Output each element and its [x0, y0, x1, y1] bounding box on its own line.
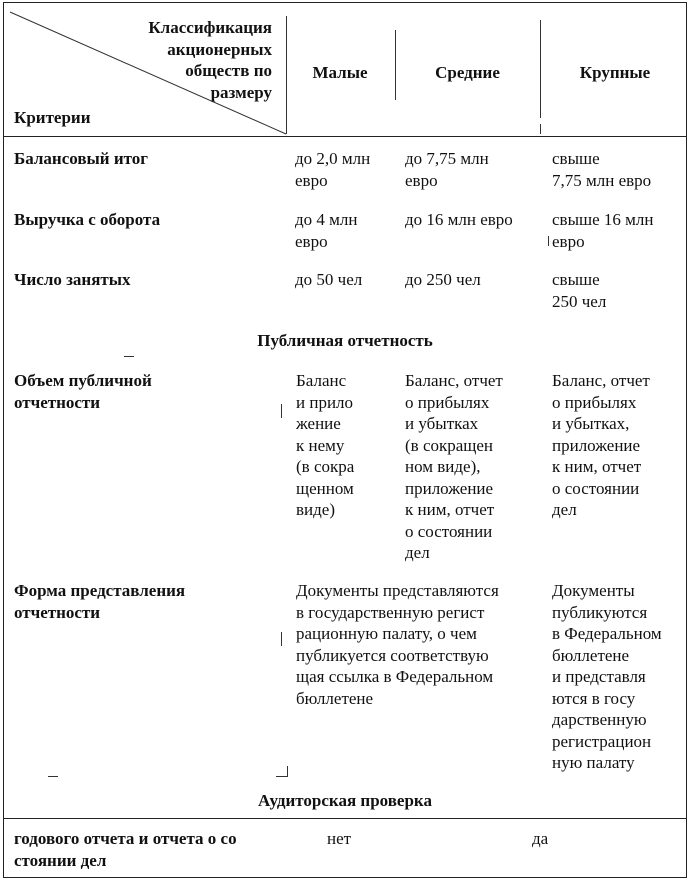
cell-small: до 4 млн евро [295, 210, 358, 251]
cell-large: свыше 7,75 млн евро [552, 149, 652, 190]
criterion-revenue: Выручка с оборота [14, 210, 161, 229]
cell-medium: Баланс, отчет о прибылях и убытках (в сокращен ном виде), приложение к ним, отчет о состоянии дел [405, 371, 503, 562]
header-divider [3, 136, 687, 137]
cell-medium: до 16 млн евро [405, 210, 513, 229]
cell-small: до 2,0 млн евро [295, 149, 371, 190]
criteria-label: Критерии [14, 108, 91, 127]
column-large: Крупные [579, 63, 651, 82]
cell-large: Баланс, отчет о прибылях и убытках, приложение к ним, отчет о состоянии дел [552, 371, 650, 519]
cell-small: нет [327, 829, 352, 848]
header-separator-1 [286, 16, 287, 134]
cell-large: свыше 16 млн евро [552, 210, 654, 251]
header-separator-2 [395, 30, 396, 100]
cell-small: Баланс и прило жение к нему (в сокра щенном виде) [296, 371, 355, 519]
header-separator-3 [540, 20, 541, 118]
criterion-public-scope: Объем публичной отчетности [14, 371, 152, 412]
cell-medium-large: да [532, 829, 549, 848]
criterion-reporting-form: Форма представления отчетности [14, 581, 186, 622]
column-medium: Средние [435, 63, 500, 82]
cell-large: свыше 250 чел [552, 270, 607, 311]
column-small: Малые [312, 63, 368, 82]
cell-small-medium: Документы представляются в государственную регист рационную палату, о чем публикуется соответствую щая ссылка в Федеральном бюллетене [296, 581, 499, 708]
audit-divider [3, 818, 687, 819]
cell-small: до 50 чел [295, 270, 363, 289]
criterion-audit: годового отчета и отчета о со стоянии дел [14, 829, 237, 870]
criterion-balance: Балансовый итог [14, 149, 148, 168]
cell-medium: до 7,75 млн евро [405, 149, 489, 190]
classification-label: Классификация акционерных обществ по размеру [148, 18, 272, 102]
cell-medium: до 250 чел [405, 270, 481, 289]
section-audit: Аудиторская проверка [258, 791, 432, 810]
cell-large: Документы публикуются в Федеральном бюллетене и представля ются в госу дарственную регистрацион ную палату [552, 581, 662, 772]
section-public-reporting: Публичная отчетность [257, 331, 433, 350]
criterion-employees: Число занятых [14, 270, 131, 289]
